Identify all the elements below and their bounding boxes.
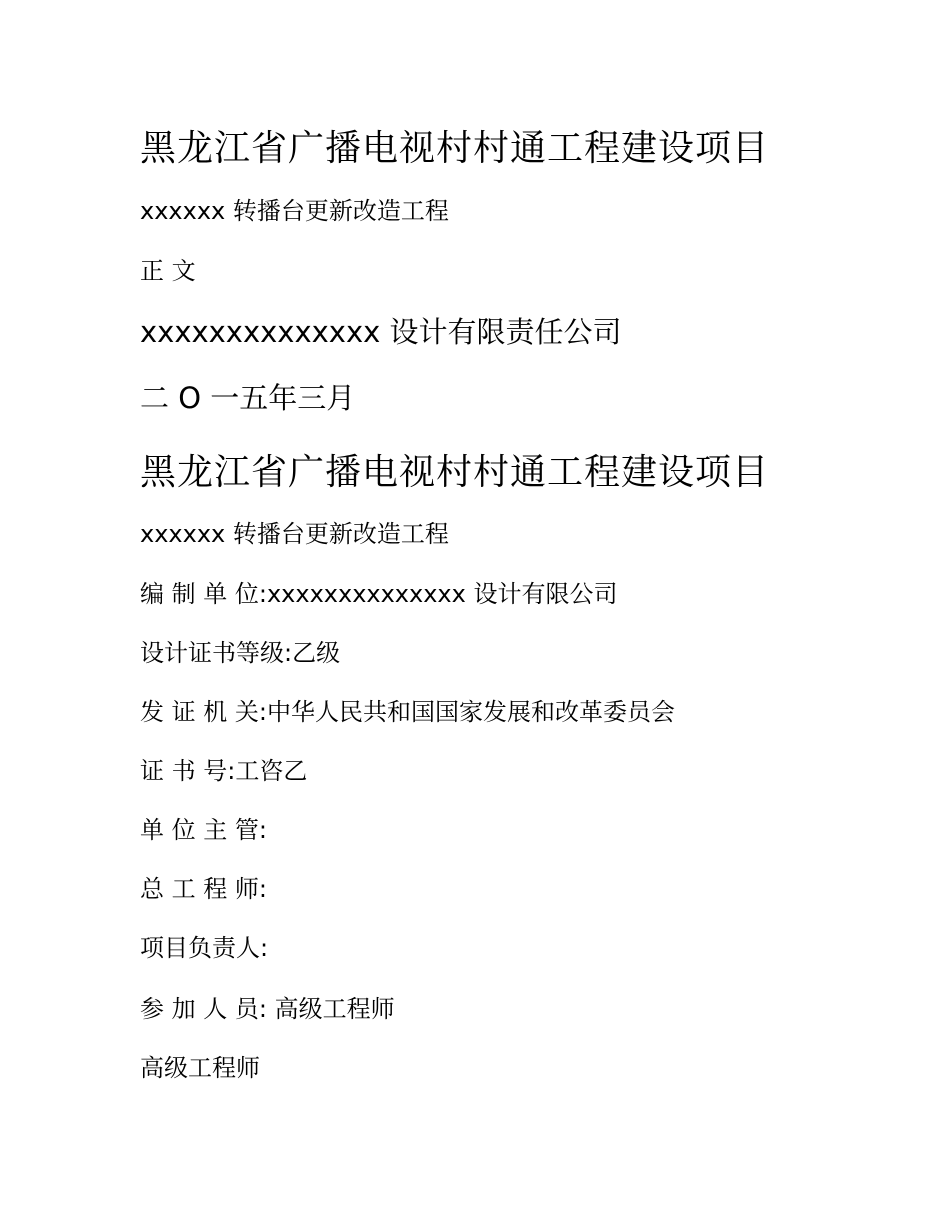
field-certificate-grade: 设计证书等级:乙级: [140, 639, 341, 667]
field-participant-title: 高级工程师: [140, 1054, 260, 1082]
field-participants: 参 加 人 员: 高级工程师: [140, 995, 395, 1023]
field-compiling-unit: 编 制 单 位:xxxxxxxxxxxxxx 设计有限公司: [140, 580, 618, 608]
cover-subtitle: xxxxxx 转播台更新改造工程: [140, 197, 449, 225]
cover-date: 二 O 一五年三月: [140, 381, 356, 415]
field-certificate-number: 证 书 号:工咨乙: [140, 757, 308, 785]
field-unit-supervisor: 单 位 主 管:: [140, 816, 267, 844]
field-issuing-authority: 发 证 机 关:中华人民共和国国家发展和改革委员会: [140, 698, 675, 726]
info-title: 黑龙江省广播电视村村通工程建设项目: [140, 452, 770, 493]
cover-section-label: 正 文: [140, 257, 196, 285]
field-chief-engineer: 总 工 程 师:: [140, 875, 267, 903]
cover-title: 黑龙江省广播电视村村通工程建设项目: [140, 128, 770, 169]
info-subtitle: xxxxxx 转播台更新改造工程: [140, 520, 449, 548]
field-project-leader: 项目负责人:: [140, 934, 269, 962]
cover-company: xxxxxxxxxxxxxx 设计有限责任公司: [140, 315, 622, 349]
